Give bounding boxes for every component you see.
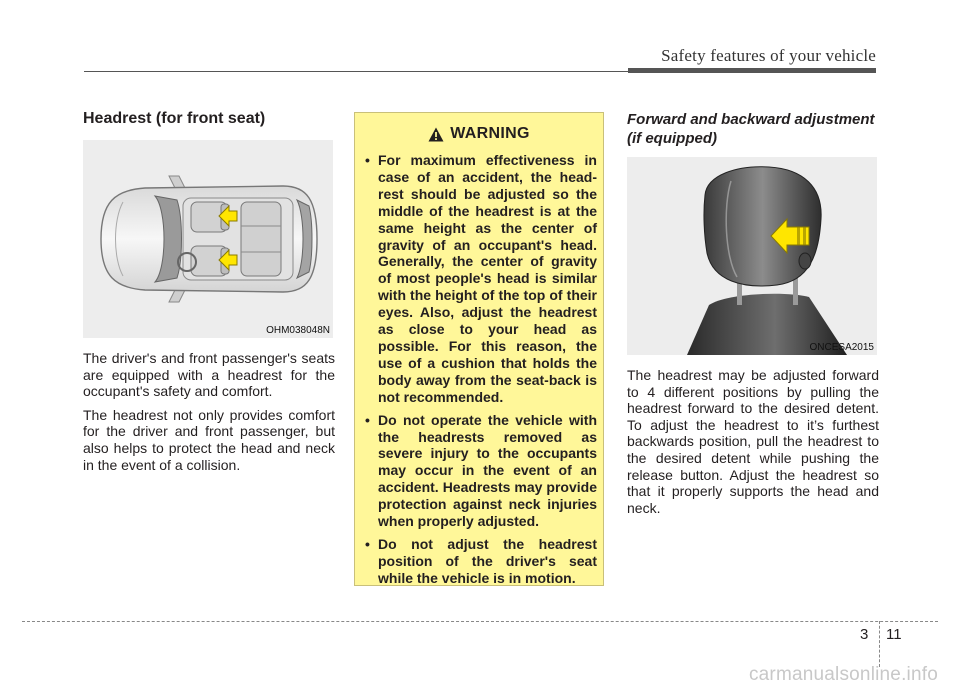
footer-divider: [879, 621, 880, 667]
figure-caption: ONCESA2015: [809, 342, 874, 353]
headrest-figure: [627, 157, 877, 355]
warning-item: • For maximum effectiveness in case of an accident, the headrest should be adjusted so the middle of the headrest is at the same height as the center of gravity of an occupant's head. Generally, the center of gravity of most people's head is similar with the height of the top of their eyes. Also, adjust the headrest as close to your head as possible. For this reason, the use of a cushion that holds the body away from the seat-back is not recommended.: [365, 152, 597, 405]
left-column: [83, 110, 335, 480]
footer-rule: [22, 621, 938, 622]
chapter-number: 3: [860, 626, 869, 643]
running-header: Safety features of your vehicle: [661, 46, 876, 65]
headrest-illustration: [627, 157, 877, 355]
body-paragraph: The driver's and front passenger's seats are equipped with a headrest for the occupant's safety and comfort.: [83, 350, 335, 400]
warning-list: [355, 152, 603, 587]
warning-box: [354, 112, 604, 586]
page-number: 11: [886, 626, 902, 643]
header-rule-accent: [628, 68, 876, 73]
section-heading: Headrest (for front seat): [83, 110, 266, 127]
body-paragraph: The headrest may be adjusted forward to 4 different positions by pulling the headrest forward to the desired detent. To adjust the headrest to it’s furthest backwards position, pull the headrest to the desired detent while pushing the release button. Adjust the headrest so that it properly supports the head and neck.: [627, 367, 879, 516]
car-top-view-illustration: [83, 140, 333, 338]
warning-title: WARNING: [450, 125, 530, 142]
warning-triangle-icon: [428, 127, 444, 142]
subsection-heading: Forward and backward adjustment (if equipped): [627, 111, 875, 147]
car-top-view-figure: [83, 140, 333, 338]
warning-item: • Do not adjust the headrest position of the driver's seat while the vehicle is in motion.: [365, 535, 597, 586]
right-column: [627, 110, 879, 523]
figure-caption: OHM038048N: [266, 325, 330, 336]
watermark: carmanualsonline.info: [748, 664, 938, 685]
body-paragraph: The headrest not only provides comfort for the driver and front passenger, but also helps to protect the head and neck in the event of a collision.: [83, 406, 335, 473]
warning-item: • Do not operate the vehicle with the headrests removed as severe injury to the occupants may occur in the event of an accident. Headrests may provide protection against neck injuries when properly adjusted.: [365, 411, 597, 530]
warning-header: [355, 123, 603, 145]
